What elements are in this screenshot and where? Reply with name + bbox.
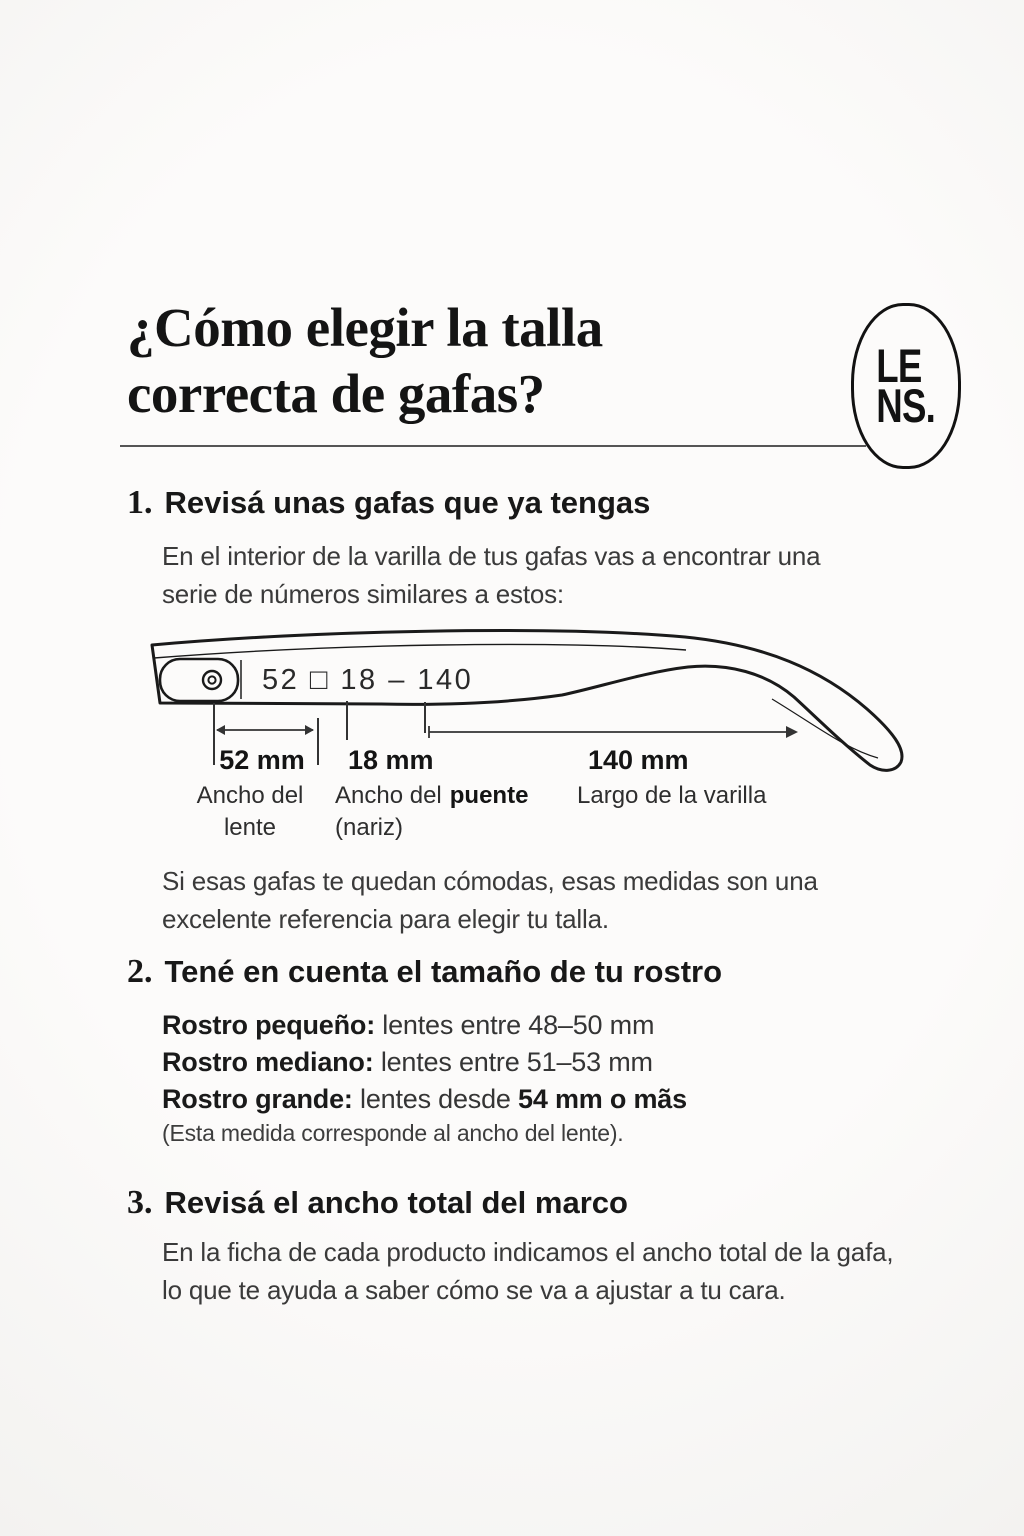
bridge-width-label-line2: (nariz) xyxy=(335,814,404,841)
page-title-line1: ¿Cómo elegir la talla xyxy=(127,297,603,358)
brand-logo-text xyxy=(876,339,936,432)
brand-logo-line2: NS. xyxy=(876,379,936,432)
section1-closing-line2: excelente referencia para elegir tu talla. xyxy=(162,904,609,934)
section1-paragraph-line2: serie de números similares a estos: xyxy=(162,579,564,609)
bridge-label-prefix: Ancho del xyxy=(335,782,442,809)
dim-arrowhead-temple xyxy=(786,726,798,738)
section3-paragraph xyxy=(162,1233,893,1309)
face-size-medium-text: lentes entre 51–53 mm xyxy=(373,1047,653,1077)
brand-logo xyxy=(851,303,961,469)
brand-logo-line1: LE xyxy=(876,339,922,392)
dim-arrowhead-lens-right xyxy=(305,725,314,735)
hinge-housing xyxy=(160,659,238,701)
face-size-list xyxy=(162,1007,687,1118)
section1-paragraph-line1: En el interior de la varilla de tus gafas vas a encontrar una xyxy=(162,541,821,571)
face-size-large-bold-suffix: 54 mm o mãs xyxy=(518,1084,687,1114)
face-size-small-label: Rostro pequeño: xyxy=(162,1010,375,1040)
section1-heading-text: Revisá unas gafas que ya tengas xyxy=(164,485,651,520)
bridge-width-label-line1 xyxy=(335,782,528,809)
glasses-temple-diagram xyxy=(130,615,930,860)
section1-number: 1. xyxy=(127,484,153,521)
section3-paragraph-line2: lo que te ayuda a saber cómo se va a ajustar a tu cara. xyxy=(162,1275,786,1305)
face-size-item-small xyxy=(162,1007,687,1044)
section3-heading-text: Revisá el ancho total del marco xyxy=(164,1185,628,1220)
bridge-label-bold: puente xyxy=(449,782,529,809)
page-title xyxy=(127,295,603,427)
lens-width-label-line1: Ancho del xyxy=(196,782,304,809)
section1-closing-paragraph xyxy=(162,862,818,938)
page-title-line2: correcta de gafas? xyxy=(127,363,545,424)
lens-width-note: (Esta medida corresponde al ancho del lente). xyxy=(162,1120,624,1146)
header-divider xyxy=(120,445,866,447)
temple-length-value: 140 mm xyxy=(588,745,689,775)
dim-arrowhead-lens-left xyxy=(216,725,225,735)
face-size-small-text: lentes entre 48–50 mm xyxy=(375,1010,655,1040)
section1-heading xyxy=(127,484,650,522)
section3-number: 3. xyxy=(127,1184,153,1221)
engraving-text: 52 □ 18 – 140 xyxy=(262,664,474,696)
section3-heading xyxy=(127,1184,628,1222)
section3-paragraph-line1: En la ficha de cada producto indicamos el ancho total de la gafa, xyxy=(162,1237,894,1267)
face-size-large-label: Rostro grande: xyxy=(162,1084,353,1114)
temple-length-label: Largo de la varilla xyxy=(577,782,767,809)
section2-heading-text: Tené en cuenta el tamaño de tu rostro xyxy=(164,954,723,989)
lens-width-value: 52 mm xyxy=(219,745,305,775)
face-size-item-large xyxy=(162,1081,687,1118)
face-size-medium-label: Rostro mediano: xyxy=(162,1047,374,1077)
section2-number: 2. xyxy=(127,953,153,990)
bridge-width-value: 18 mm xyxy=(348,745,434,775)
section1-paragraph xyxy=(162,537,820,613)
face-size-item-medium xyxy=(162,1044,687,1081)
section1-closing-line1: Si esas gafas te quedan cómodas, esas medidas son una xyxy=(162,866,818,896)
face-size-large-text: lentes desde xyxy=(352,1084,519,1114)
lens-width-label-line2: lente xyxy=(223,814,277,841)
section2-heading xyxy=(127,953,722,991)
